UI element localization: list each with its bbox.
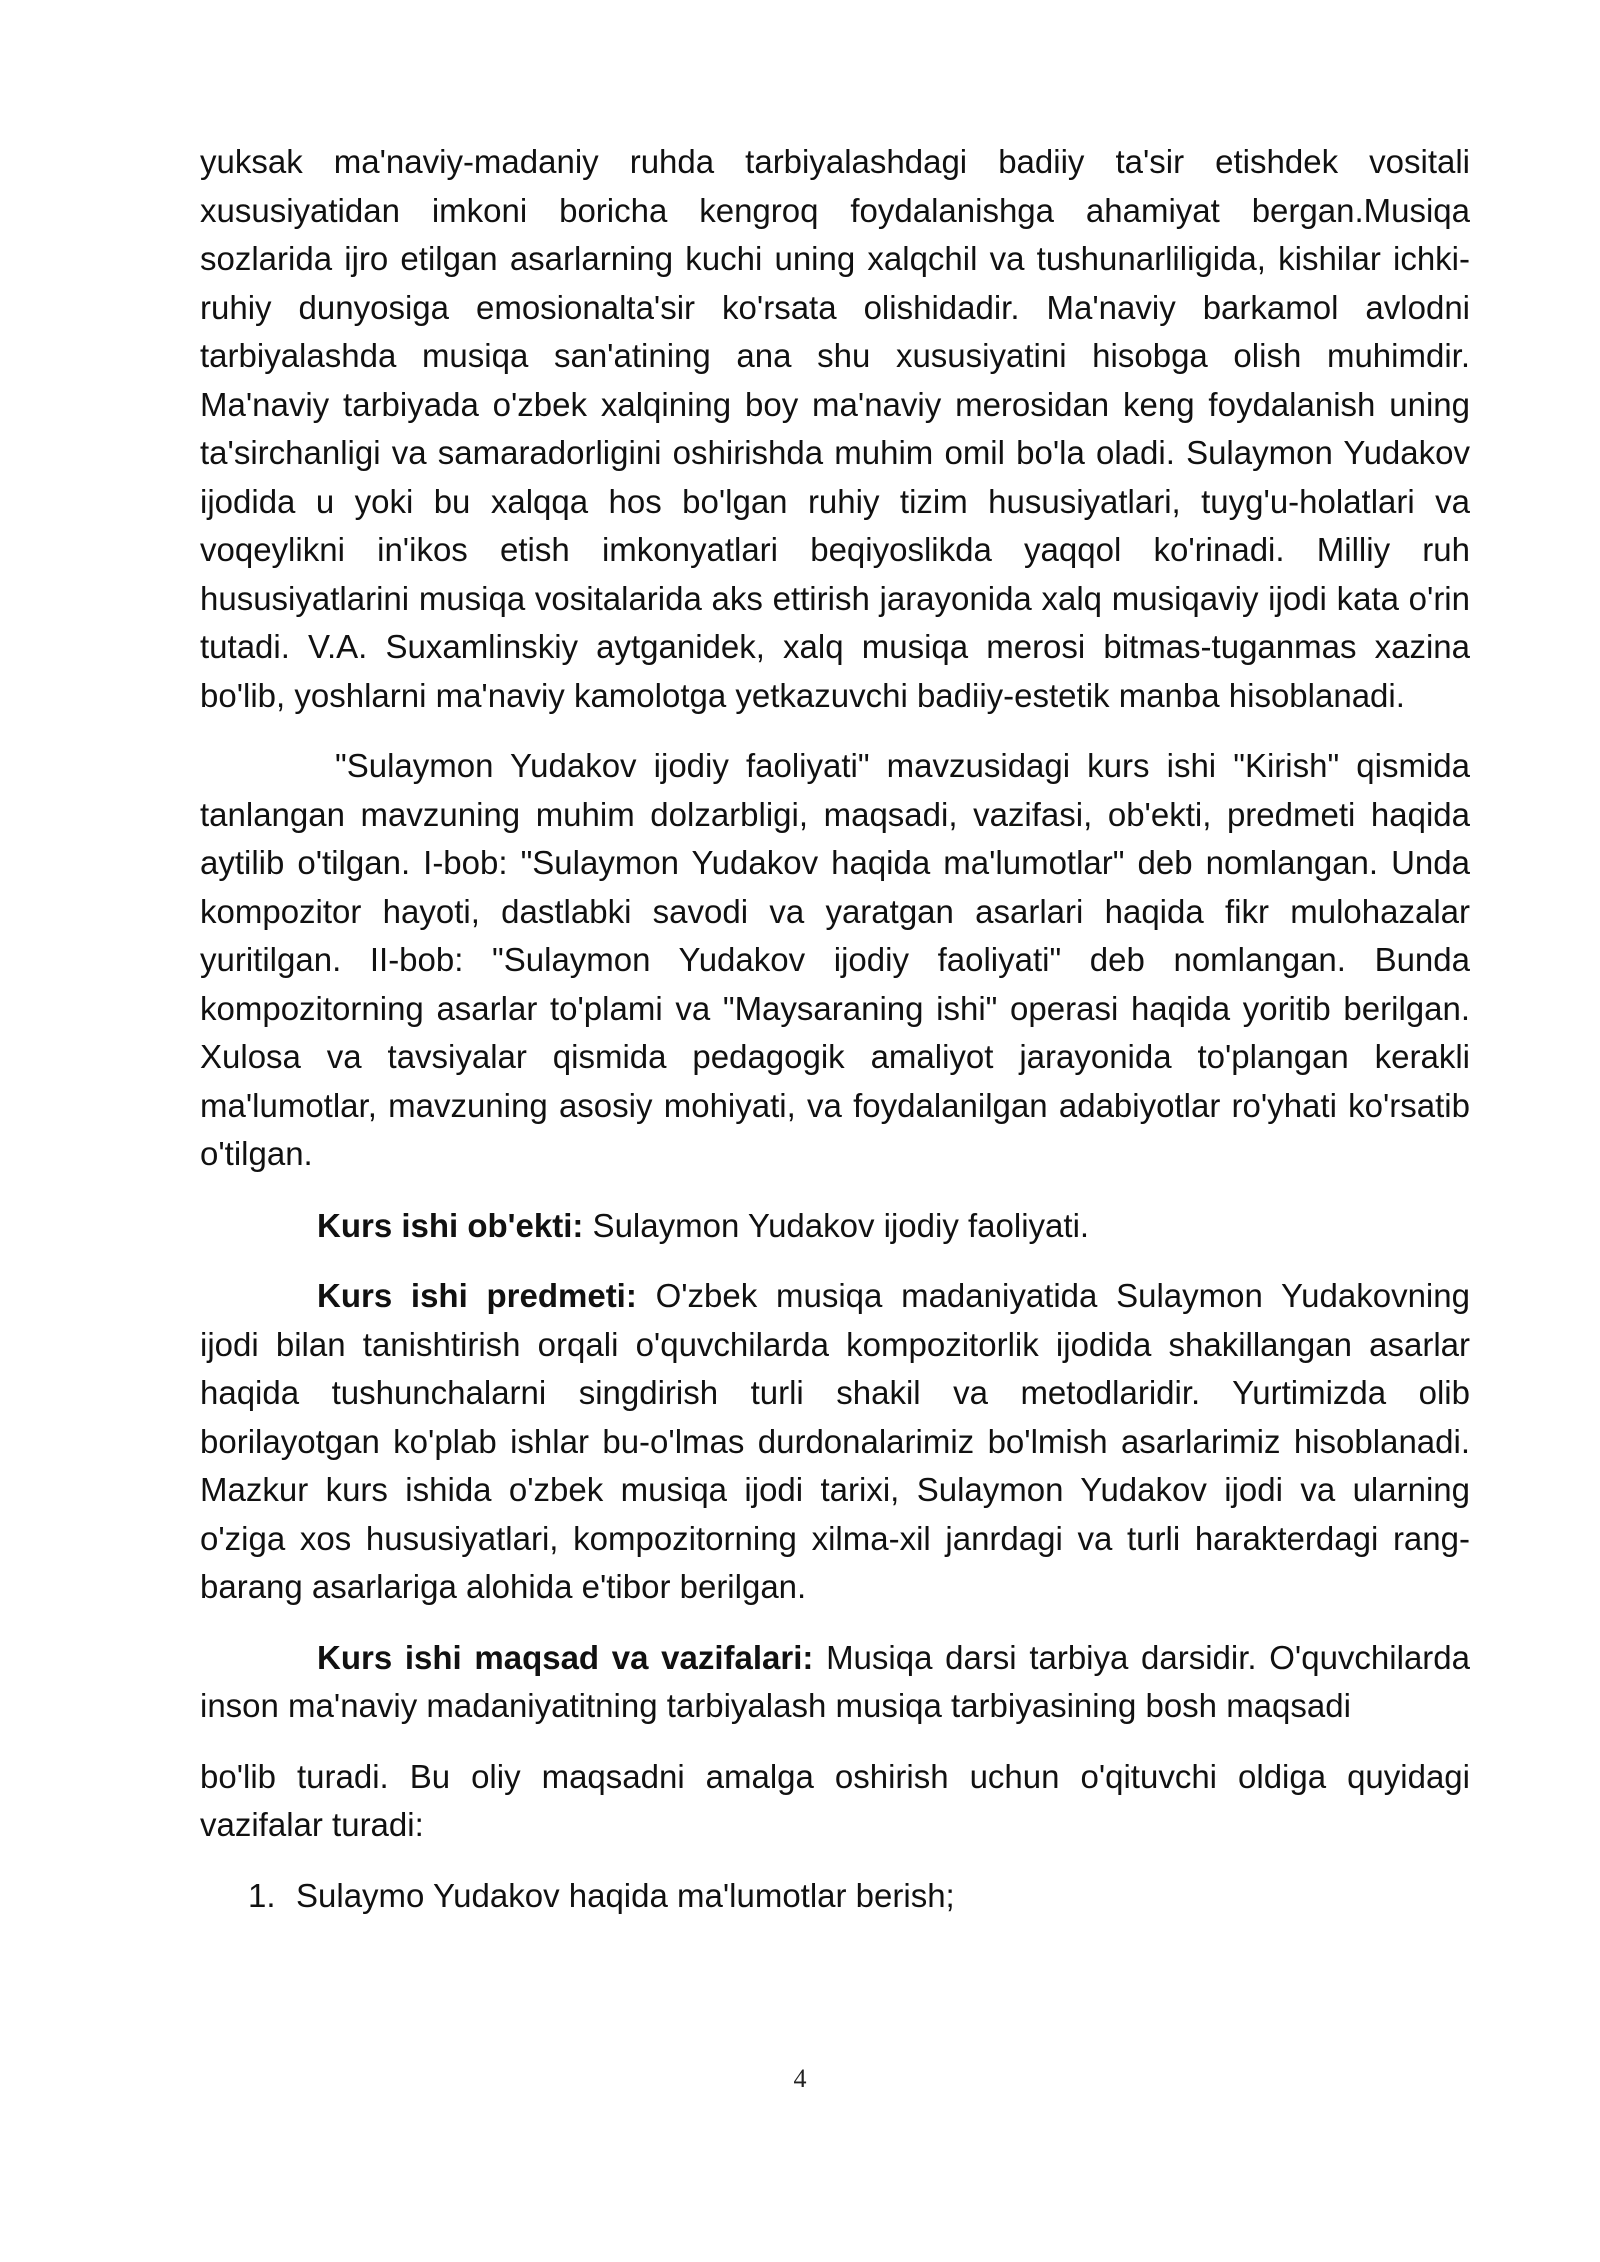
list-item-number: 1. [248,1876,276,1914]
paragraph-label: Kurs ishi predmeti: [317,1277,637,1314]
paragraph-text: Musiqa darsi tarbiya darsidir. O'quvchilarda inson ma'naviy madaniyatitning tarbiyalash musiqa tarbiyasining bosh maqsadi [200,1638,1470,1724]
paragraph-course-subject [200,1272,1470,1612]
page-number: 4 [793,2064,807,2093]
paragraph-course-goals-continued [200,1753,1470,1850]
paragraph-course-overview [200,742,1470,1179]
paragraph-text: O'zbek musiqa madaniyatida Sulaymon Yudakovning ijodi bilan tanishtirish orqali o'quvchilarda kompozitorlik ijodida shakillangan asarlar haqida tushunchalarni singdirish turli shakil va metodlaridir. Yurtimizda olib borilayotgan ko'plab ishlar bu-o'lmas durdonalarimiz bo'lmish asarlarimiz hisoblanadi. Mazkur kurs ishida o'zbek musiqa ijodi tarixi, Sulaymon Yudakov ijodi va ularning o'ziga xos hususiyatlari, kompozitorning xilma-xil janrdagi va turli harakterdagi rang-barang asarlariga alohida e'tibor berilgan. [200,1277,1470,1605]
list-item-text: Sulaymo Yudakov haqida ma'lumotlar berish; [296,1876,955,1914]
paragraph-course-object [200,1202,1470,1251]
list-item [200,1872,1470,1921]
paragraph-text: yuksak ma'naviy-madaniy ruhda tarbiyalashdagi badiiy ta'sir etishdek vositali xususiyatidan imkoni boricha kengroq foydalanishga ahamiyat bergan.Musiqa sozlarida ijro etilgan asarlarning kuchi uning xalqchil va tushunarliligida, kishilar ichki-ruhiy dunyosiga emosionalta'sir ko'rsata olishidadir. Ma'naviy barkamol avlodni tarbiyalashda musiqa san'atining ana shu xususiyatini hisobga olish muhimdir. Ma'naviy tarbiyada o'zbek xalqining boy ma'naviy merosidan keng foydalanish uning ta'sirchanligi va samaradorligini oshirishda muhim omil bo'la oladi. Sulaymon Yudakov ijodida u yoki bu xalqqa hos bo'lgan ruhiy tizim hususiyatlari, tuyg'u-holatlari va voqeylikni in'ikos etish imkonyatlari beqiyoslikda yaqqol ko'rinadi. Milliy ruh hususiyatlarini musiqa vositalarida aks ettirish jarayonida xalq musiqaviy ijodi kata o'rin tutadi. V.A. Suxamlinskiy aytganidek, xalq musiqa merosi bitmas-tuganmas xazina bo'lib, yoshlarni ma'naviy kamolotga yetkazuvchi badiiy-estetik manba hisoblanadi. [200,143,1470,714]
paragraph-intro [200,138,1470,720]
task-list [200,1872,1470,1921]
paragraph-text: Sulaymon Yudakov ijodiy faoliyati. [583,1206,1090,1244]
paragraph-label: Kurs ishi maqsad va vazifalari: [317,1638,814,1676]
document-page [200,138,1470,1920]
paragraph-text: "Sulaymon Yudakov ijodiy faoliyati" mavzusidagi kurs ishi "Kirish" qismida tanlangan mavzuning muhim dolzarbligi, maqsadi, vazifasi, ob'ekti, predmeti haqida aytilib o'tilgan. I-bob: "Sulaymon Yudakov haqida ma'lumotlar" deb nomlangan. Unda kompozitor hayoti, dastlabki savodi va yaratgan asarlari haqida fikr mulohazalar yuritilgan. II-bob: "Sulaymon Yudakov ijodiy faoliyati" deb nomlangan. Bunda kompozitorning asarlar to'plami va "Maysaraning ishi" operasi haqida yoritib berilgan. Xulosa va tavsiyalar qismida pedagogik amaliyot jarayonida to'plangan kerakli ma'lumotlar, mavzuning asosiy mohiyati, va foydalanilgan adabiyotlar ro'yhati ko'rsatib o'tilgan. [200,747,1470,1172]
paragraph-text: bo'lib turadi. Bu oliy maqsadni amalga oshirish uchun o'qituvchi oldiga quyidagi vazifalar turadi: [200,1757,1470,1843]
paragraph-course-goals [200,1634,1470,1731]
paragraph-label: Kurs ishi ob'ekti: [317,1206,584,1244]
